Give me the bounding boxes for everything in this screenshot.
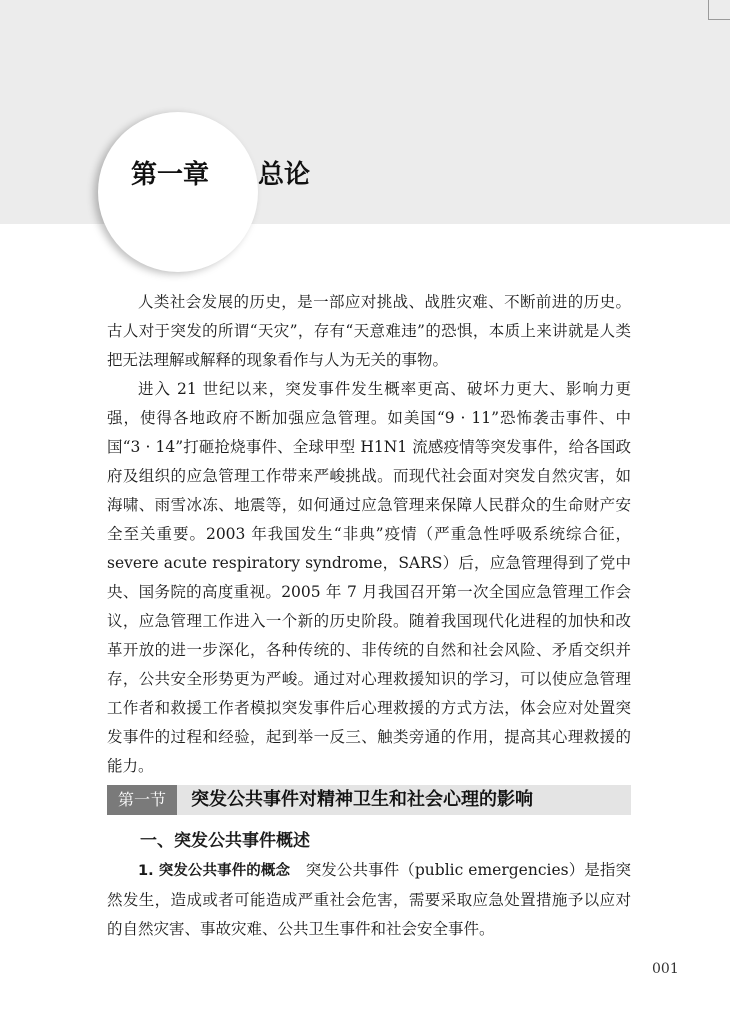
intro-paragraph-1: 人类社会发展的历史，是一部应对挑战、战胜灾难、不断前进的历史。古人对于突发的所谓“天灾”，存有“天意难违”的恐惧，本质上来讲就是人类把无法理解或解释的现象看作与人为无关的事物。 (107, 293, 631, 369)
crop-mark (708, 0, 730, 20)
page-number: 001 (652, 961, 679, 977)
section-header (107, 785, 631, 815)
chapter-circle-badge (98, 112, 258, 272)
concept-term-label: 1. 突发公共事件的概念 (138, 863, 291, 879)
section-title: 突发公共事件对精神卫生和社会心理的影响 (191, 789, 533, 810)
concept-paragraph (107, 856, 631, 944)
chapter-number: 第一章 (130, 160, 209, 190)
intro-text-block (107, 288, 631, 781)
section-label: 第一节 (107, 785, 177, 815)
concept-definition: 突发公共事件（public emergencies）是指突然发生，造成或者可能造成严重社会危害，需要采取应急处置措施予以应对的自然灾害、事故灾难、公共卫生事件和社会安全事件。 (107, 861, 631, 938)
subsection-title: 一、突发公共事件概述 (140, 831, 310, 851)
intro-paragraph-2: 进入 21 世纪以来，突发事件发生概率更高、破坏力更大、影响力更强，使得各地政府不断加强应急管理。如美国“9 · 11”恐怖袭击事件、中国“3 · 14”打砸抢烧事件、全球甲型 H1N1 流感疫情等突发事件，给各国政府及组织的应急管理工作带来严峻挑战。而现代社会面对突发自然灾害，如海啸、雨雪冰冻、地震等，如何通过应急管理来保障人民群众的生命财产安全至关重要。2003 年我国发生“非典”疫情（严重急性呼吸系统综合征，severe acute respiratory syndrome，SARS）后，应急管理得到了党中央、国务院的高度重视。2005 年 7 月我国召开第一次全国应急管理工作会议，应急管理工作进入一个新的历史阶段。随着我国现代化进程的加快和改革开放的进一步深化，各种传统的、非传统的自然和社会风险、矛盾交织并存，公共安全形势更为严峻。通过对心理救援知识的学习，可以使应急管理工作者和救援工作者模拟突发事件后心理救援的方式方法，体会应对处置突发事件的过程和经验，起到举一反三、触类旁通的作用，提高其心理救援的能力。 (107, 380, 631, 775)
concept-text-block (107, 856, 631, 944)
chapter-title: 总论 (258, 160, 311, 190)
